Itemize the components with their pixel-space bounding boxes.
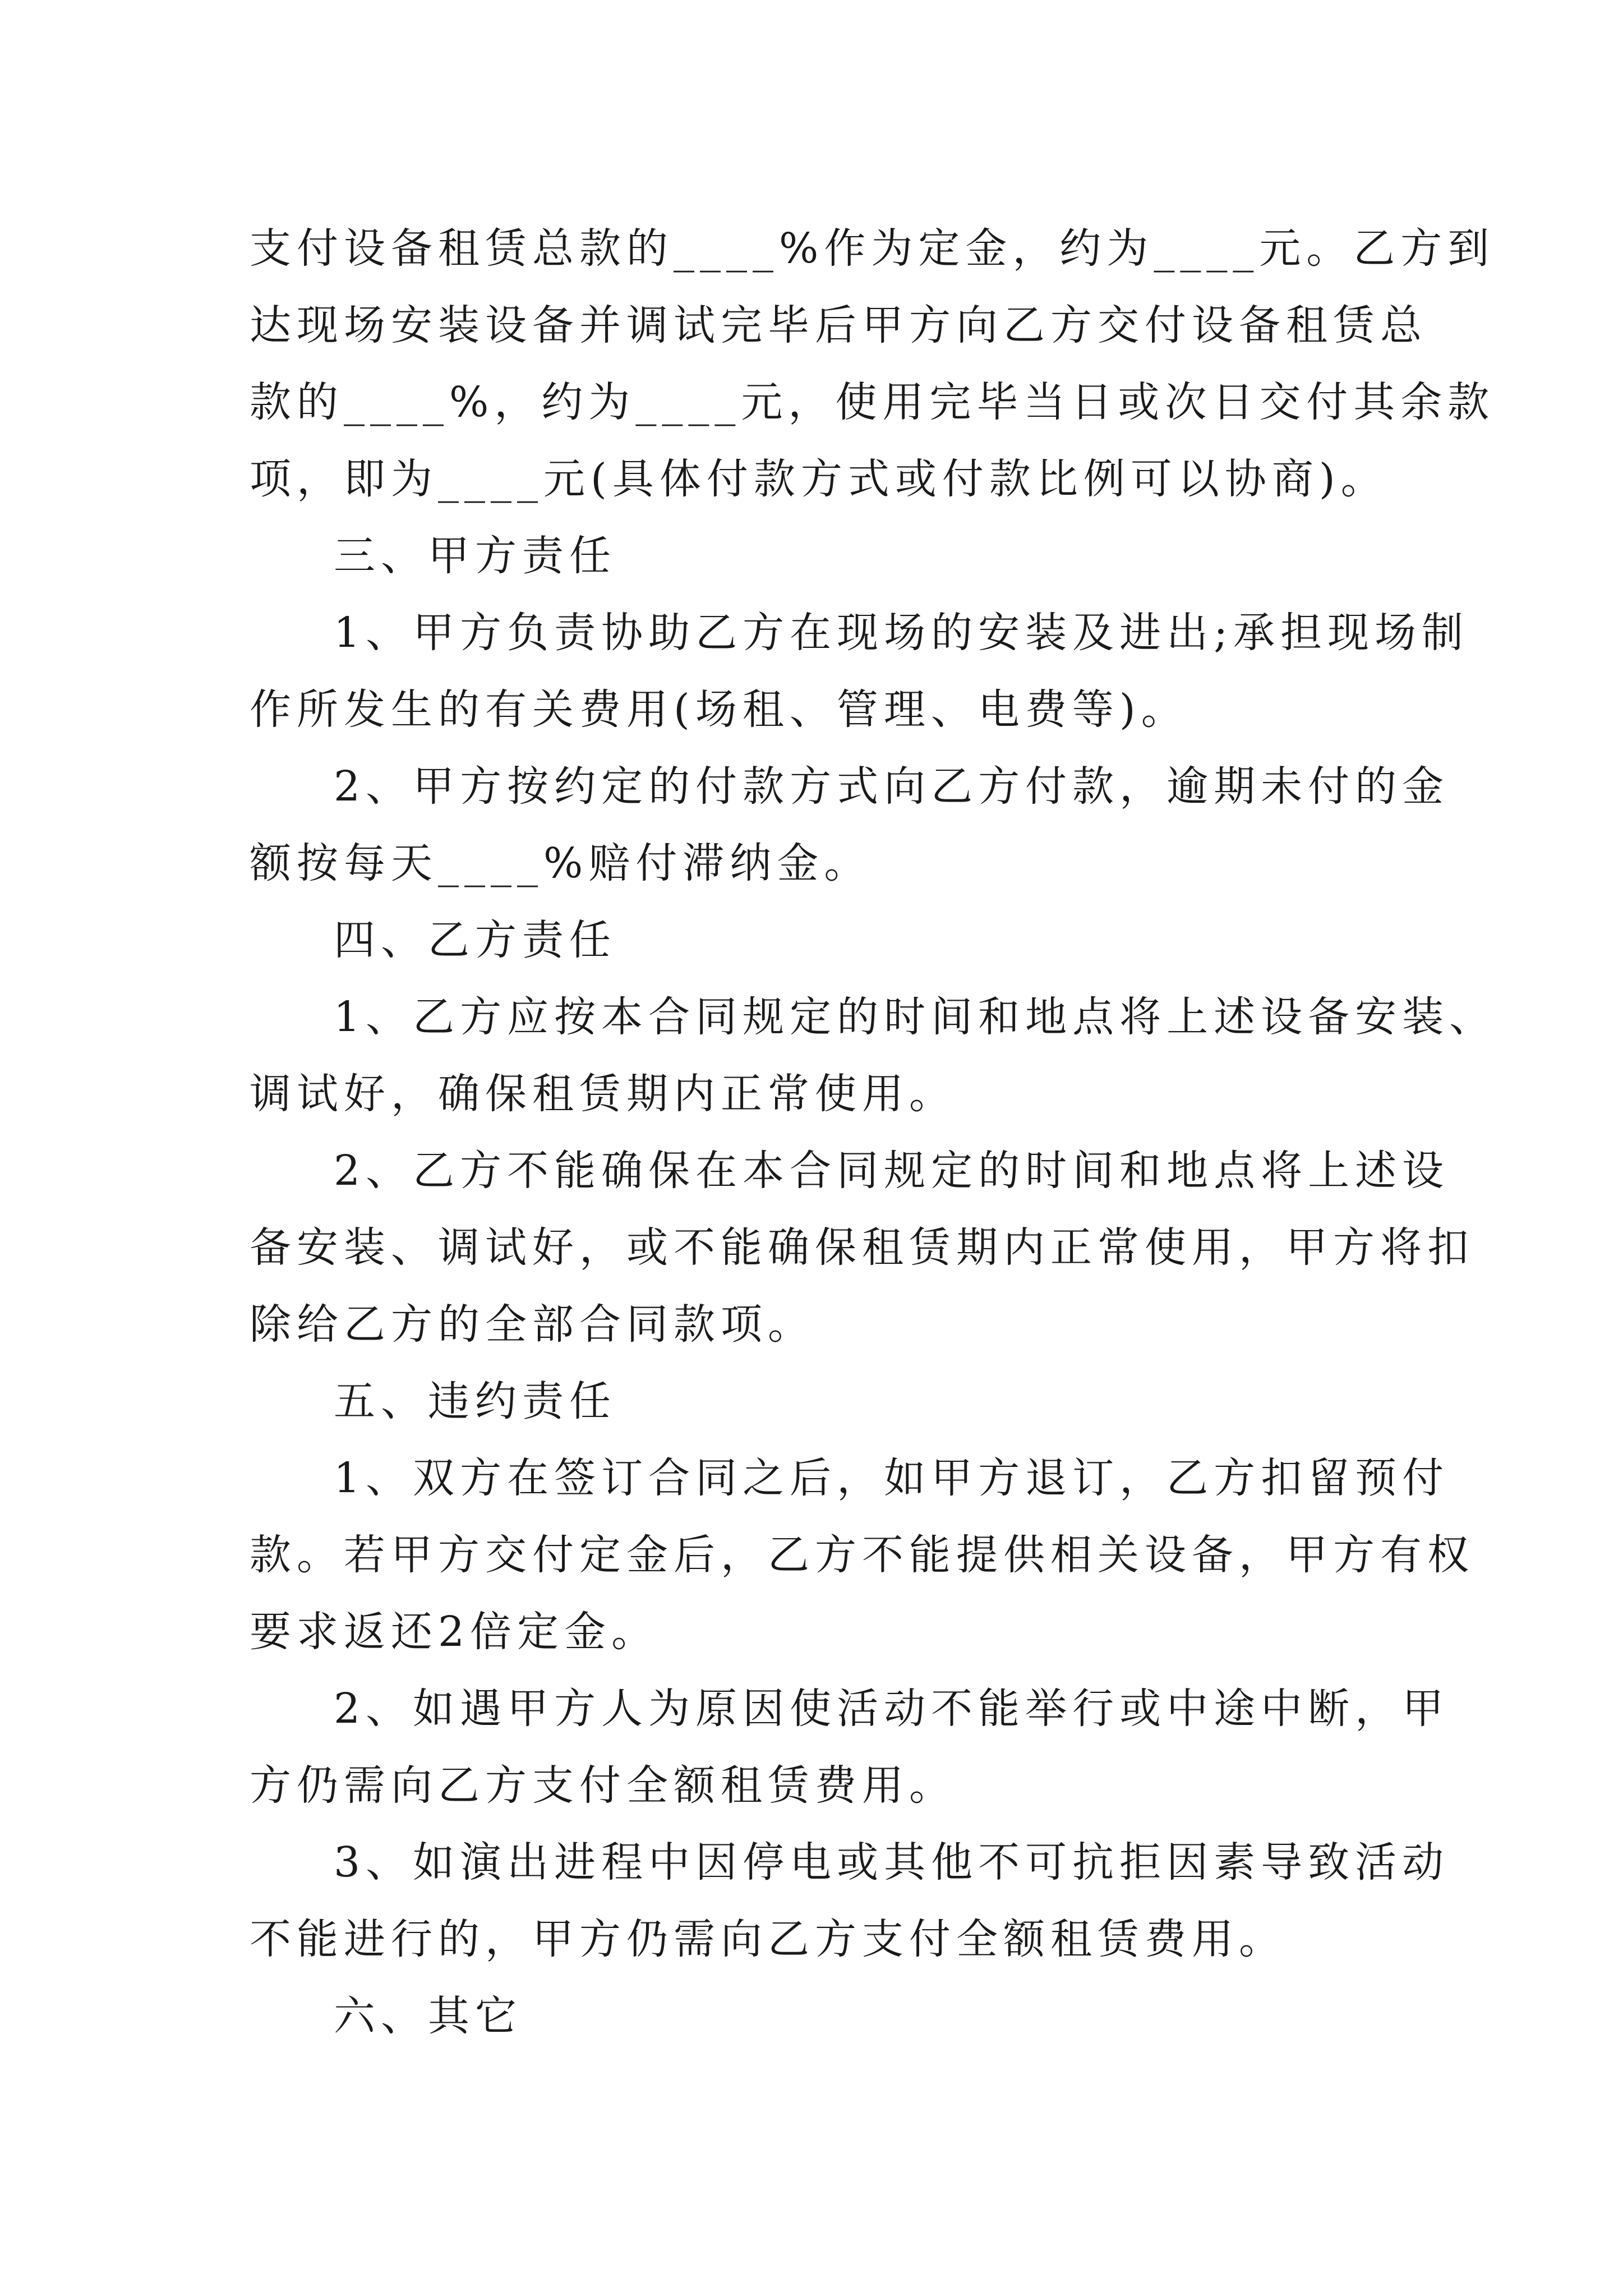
text-line: 支付设备租赁总款的____%作为定金，约为____元。乙方到 [250, 224, 1495, 273]
text-line: 项，即为____元(具体付款方式或付款比例可以协商)。 [250, 455, 1388, 503]
text-line: 额按每天____%赔付滞纳金。 [250, 839, 872, 887]
section-heading: 五、违约责任 [334, 1377, 616, 1425]
text-line: 不能进行的，甲方仍需向乙方支付全额租赁费用。 [250, 1915, 1286, 1963]
text-line: 1、甲方负责协助乙方在现场的安装及进出;承担现场制 [334, 609, 1469, 657]
text-line: 2、如遇甲方人为原因使活动不能举行或中途中断，甲 [334, 1685, 1450, 1733]
text-line: 备安装、调试好，或不能确保租赁期内正常使用，甲方将扣 [250, 1223, 1474, 1272]
text-line: 达现场安装设备并调试完毕后甲方向乙方交付设备租赁总 [250, 301, 1427, 349]
text-line: 3、如演出进程中因停电或其他不可抗拒因素导致活动 [334, 1838, 1450, 1887]
text-line: 除给乙方的全部合同款项。 [250, 1300, 815, 1349]
text-line: 方仍需向乙方支付全额租赁费用。 [250, 1761, 956, 1810]
text-line: 调试好，确保租赁期内正常使用。 [250, 1070, 956, 1118]
text-line: 款。若甲方交付定金后，乙方不能提供相关设备，甲方有权 [250, 1531, 1474, 1579]
text-line: 1、乙方应按本合同规定的时间和地点将上述设备安装、 [334, 993, 1497, 1041]
section-heading: 六、其它 [334, 1992, 522, 2040]
text-line: 2、甲方按约定的付款方式向乙方付款，逾期未付的金 [334, 762, 1450, 811]
text-line: 作所发生的有关费用(场租、管理、电费等)。 [250, 685, 1188, 734]
text-line: 款的____%，约为____元，使用完毕当日或次日交付其余款 [250, 378, 1495, 426]
section-heading: 三、甲方责任 [334, 532, 616, 580]
text-line: 要求返还2倍定金。 [250, 1608, 659, 1656]
text-line: 2、乙方不能确保在本合同规定的时间和地点将上述设 [334, 1147, 1450, 1195]
text-line: 1、双方在签订合同之后，如甲方退订，乙方扣留预付 [334, 1454, 1450, 1502]
document-body [250, 210, 1497, 2055]
section-heading: 四、乙方责任 [334, 916, 616, 964]
